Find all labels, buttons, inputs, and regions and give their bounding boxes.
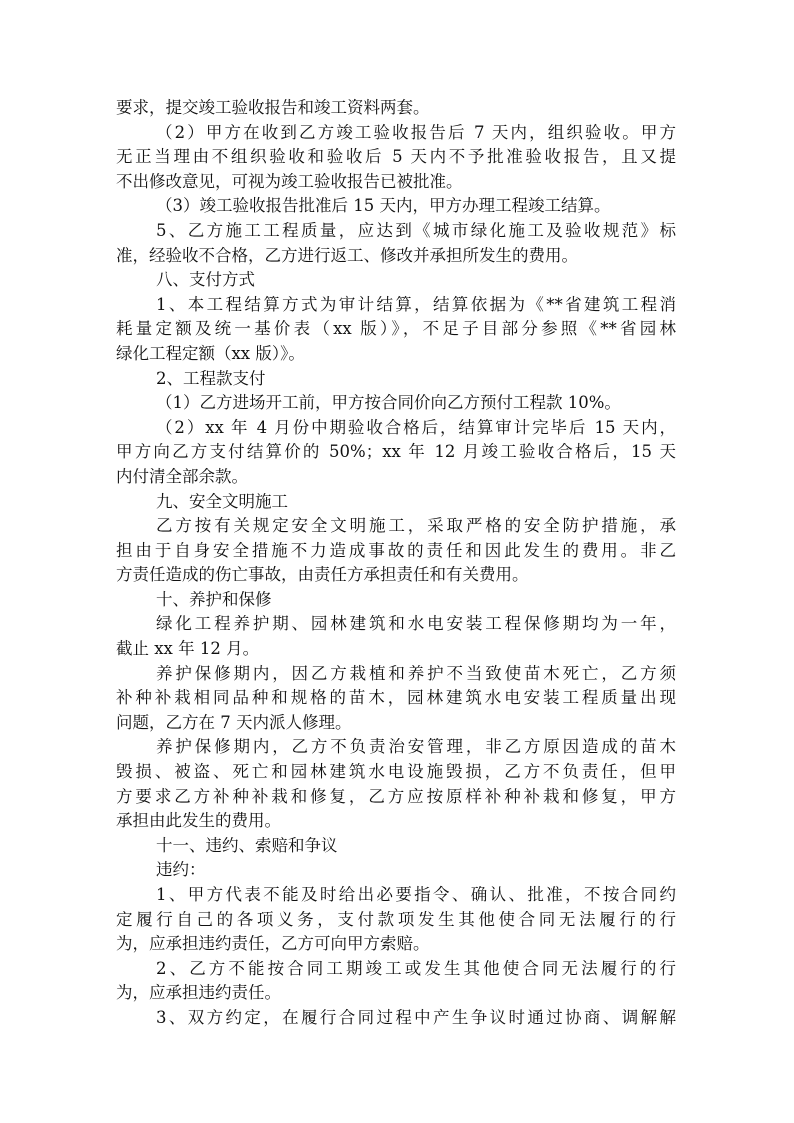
paragraph-line: 毁损、被盗、死亡和园林建筑水电设施毁损，乙方不负责任，但甲 (116, 762, 676, 782)
section-heading: 九、安全文明施工 (156, 491, 288, 511)
paragraph-line: 1、甲方代表不能及时给出必要指令、确认、批准，不按合同约 (156, 885, 676, 904)
paragraph-line: 为，应承担违约责任。 (116, 983, 281, 1003)
paragraph-line: （2）xx 年 4 月份中期验收合格后，结算审计完毕后 15 天内， (156, 417, 676, 437)
paragraph-line: 绿化工程定额（xx 版）》。 (116, 343, 305, 363)
paragraph-line: 3、双方约定，在履行合同过程中产生争议时通过协商、调解解 (156, 1007, 676, 1027)
paragraph-line: 2、乙方不能按合同工期竣工或发生其他使合同无法履行的行 (156, 958, 676, 978)
paragraph-line: 内付清全部余款。 (116, 466, 248, 486)
section-heading: 十一、违约、索赔和争议 (156, 835, 338, 855)
paragraph-line: 方责任造成的伤亡事故，由责任方承担责任和有关费用。 (116, 565, 529, 585)
paragraph-line: 不出修改意见，可视为竣工验收报告已被批准。 (116, 171, 463, 191)
paragraph-line: 定履行自己的各项义务，支付款项发生其他使合同无法履行的行 (116, 909, 676, 929)
paragraph-line: 截止 xx 年 12 月。 (116, 639, 260, 659)
paragraph-line: （2）甲方在收到乙方竣工验收报告后 7 天内，组织验收。甲方 (156, 122, 676, 142)
paragraph-line: 要求，提交竣工验收报告和竣工资料两套。 (116, 98, 430, 117)
paragraph-line: 准，经验收不合格，乙方进行返工、修改并承担所发生的费用。 (116, 245, 578, 265)
paragraph-line: 养护保修期内，乙方不负责治安管理，非乙方原因造成的苗木 (156, 737, 676, 757)
paragraph-line: 养护保修期内，因乙方栽植和养护不当致使苗木死亡，乙方须 (156, 663, 676, 683)
paragraph-line: 承担由此发生的费用。 (116, 811, 281, 831)
paragraph-line: 无正当理由不组织验收和验收后 5 天内不予批准验收报告，且又提 (116, 147, 676, 167)
paragraph-line: 乙方按有关规定安全文明施工，采取严格的安全防护措施，承 (156, 516, 676, 536)
paragraph-line: 1、本工程结算方式为审计结算，结算依据为《**省建筑工程消 (156, 294, 676, 314)
section-heading: 八、支付方式 (156, 270, 255, 290)
paragraph-line: 方要求乙方补种补栽和修复，乙方应按原样补种补栽和修复，甲方 (116, 786, 676, 806)
paragraph-line: 为，应承担违约责任，乙方可向甲方索赔。 (116, 934, 430, 954)
paragraph-line: 5、乙方施工工程质量，应达到《城市绿化施工及验收规范》标 (156, 220, 676, 240)
paragraph-line: 绿化工程养护期、园林建筑和水电安装工程保修期均为一年， (156, 614, 676, 634)
subsection-heading: 2、工程款支付 (156, 368, 266, 388)
paragraph-line: 补种补栽相同品种和规格的苗木，园林建筑水电安装工程质量出现 (116, 688, 676, 708)
paragraph-line: 问题，乙方在 7 天内派人修理。 (116, 712, 352, 732)
paragraph-line: （1）乙方进场开工前，甲方按合同价向乙方预付工程款 10%。 (156, 393, 621, 413)
paragraph-line: 耗量定额及统一基价表（xx 版）》，不足子目部分参照《**省园林 (116, 319, 676, 339)
subsection-heading: 违约： (156, 860, 206, 880)
paragraph-line: （3）竣工验收报告批准后 15 天内，甲方办理工程竣工结算。 (156, 196, 611, 216)
paragraph-line: 甲方向乙方支付结算价的 50%；xx 年 12 月竣工验收合格后，15 天 (116, 442, 676, 462)
document-page (116, 96, 676, 1031)
paragraph-line: 担由于自身安全措施不力造成事故的责任和因此发生的费用。非乙 (116, 540, 676, 560)
section-heading: 十、养护和保修 (156, 589, 272, 609)
